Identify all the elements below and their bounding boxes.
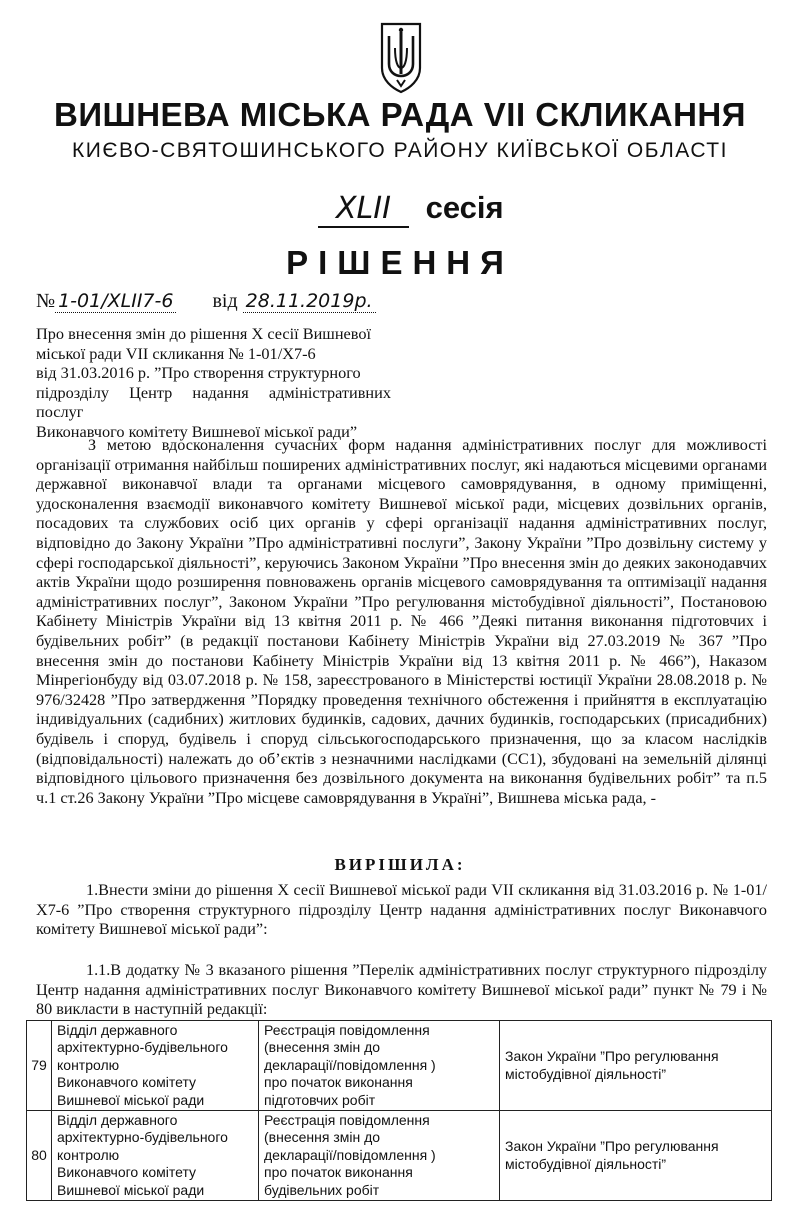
table-row [27, 1021, 772, 1111]
decision-date: 28.11.2019р. [243, 290, 376, 313]
item-1-paragraph: 1.Внести зміни до рішення Х сесії Вишневої міської ради VII скликання від 31.03.2016 р. № 1-01/Х7-6 ”Про створення структурного підрозділу Центр надання адміністративних послуг Виконавчого комітету Вишневої міської ради”: [36, 881, 767, 939]
number-prefix: № [36, 290, 56, 312]
subject-line: Виконавчого комітету Вишневої міської ради” [36, 421, 358, 441]
law-cell: Закон України ”Про регулювання містобудівної діяльності” [500, 1111, 772, 1201]
services-table [26, 1020, 772, 1201]
resolved-heading: ВИРІШИЛА: [334, 855, 466, 874]
subject-line: від 31.03.2016 р. ”Про створення структурного [36, 363, 361, 383]
decision-number-line [36, 290, 376, 313]
preamble-paragraph: З метою вдосконалення сучасних форм надання адміністративних послуг для можливості організації отримання найбільш поширених адміністративних послуг, які надаються місцевими органами державної виконавчої влади та органами місцевого самоврядування, в одному приміщенні, удосконалення взаємодії виконавчого комітету Вишневої міської ради, місцевих дозвільних органів, посадових та службових осіб цих органів у сфері організації надання адміністративних послуг, відповідно до Закону України ”Про адміністративні послуги”, Закону України ”Про дозвільну систему у сфері господарської діяльності”, керуючись Законом України ”Про внесення змін до деяких законодавчих актів України щодо розширення повноважень органів місцевого самоврядування та оптимізації надання адміністративних послуг”, Законом України ”Про регулювання містобудівної діяльності”, Постановою Кабінету Міністрів України від 13 квітня 2011 р. № 466 ”Деякі питання виконання підготовчих і будівельних робіт” (в редакції постанови Кабінету Міністрів України від 27.03.2019 № 367 ”Про внесення змін до постанови Кабінету Міністрів України від 13 квітня 2011 р. № 466”), Наказом Мінрегіонбуду від 03.07.2018 р. № 158, зареєстрованого в Міністерстві юстиції України 28.08.2018 р. № 976/32428 ”Про затвердження ”Порядку проведення технічного обстеження і прийняття в експлуатацію індивідуальних (садибних) житлових будинків, садових, дачних будинків, господарських (присадибних) будівель і споруд, будівель і споруд сільськогосподарського призначення, що за класом наслідків (відповідальності) належать до об’єктів з незначними наслідками (СС1), збудовані на земельній ділянці відповідного цільового призначення без дозвільного документа на виконання будівельних робіт” та п.5 ч.1 ст.26 Закону України ”Про місцеве самоврядування в Україні”, Вишнева міська рада, - [36, 436, 767, 807]
law-cell: Закон України ”Про регулювання містобудівної діяльності” [500, 1021, 772, 1111]
service-cell: Реєстрація повідомлення (внесення змін до декларації/повідомлення ) про початок виконання підготовчих робіт [259, 1021, 500, 1111]
decision-subject [36, 324, 391, 442]
row-number: 79 [27, 1021, 52, 1111]
trident-coat-of-arms-icon [378, 22, 424, 94]
service-cell: Реєстрація повідомлення (внесення змін до декларації/повідомлення ) про початок виконання будівельних робіт [259, 1111, 500, 1201]
session-word: сесія [425, 190, 504, 225]
document-type-heading: РІШЕННЯ [286, 244, 514, 281]
row-number: 80 [27, 1111, 52, 1201]
council-name: ВИШНЕВА МІСЬКА РАДА VII СКЛИКАННЯ [54, 96, 746, 133]
subject-line: підрозділу Центр надання адміністративних послуг [36, 382, 391, 422]
subject-line: Про внесення змін до рішення Х сесії Вишневої [36, 324, 372, 343]
item-1-1-paragraph: 1.1.В додатку № 3 вказаного рішення ”Перелік адміністративних послуг структурного підрозділу Центр надання адміністративних послуг Виконавчого комітету Вишневої міської ради” пункт № 79 і № 80 викласти в наступній редакції: [36, 961, 767, 1019]
council-district: КИЄВО-СВЯТОШИНСЬКОГО РАЙОНУ КИЇВСЬКОЇ ОБЛАСТІ [72, 139, 728, 162]
table-row [27, 1111, 772, 1201]
subject-line: міської ради VII скликання № 1-01/Х7-6 [36, 343, 316, 363]
department-cell: Відділ державного архітектурно-будівельного контролю Виконавчого комітету Вишневої міської ради [52, 1111, 259, 1201]
date-prefix: від [212, 290, 238, 312]
decision-number: 1-01/XLII7-6 [55, 290, 176, 313]
session-title [318, 190, 504, 228]
session-number: XLII [318, 191, 409, 228]
department-cell: Відділ державного архітектурно-будівельного контролю Виконавчого комітету Вишневої міської ради [52, 1021, 259, 1111]
